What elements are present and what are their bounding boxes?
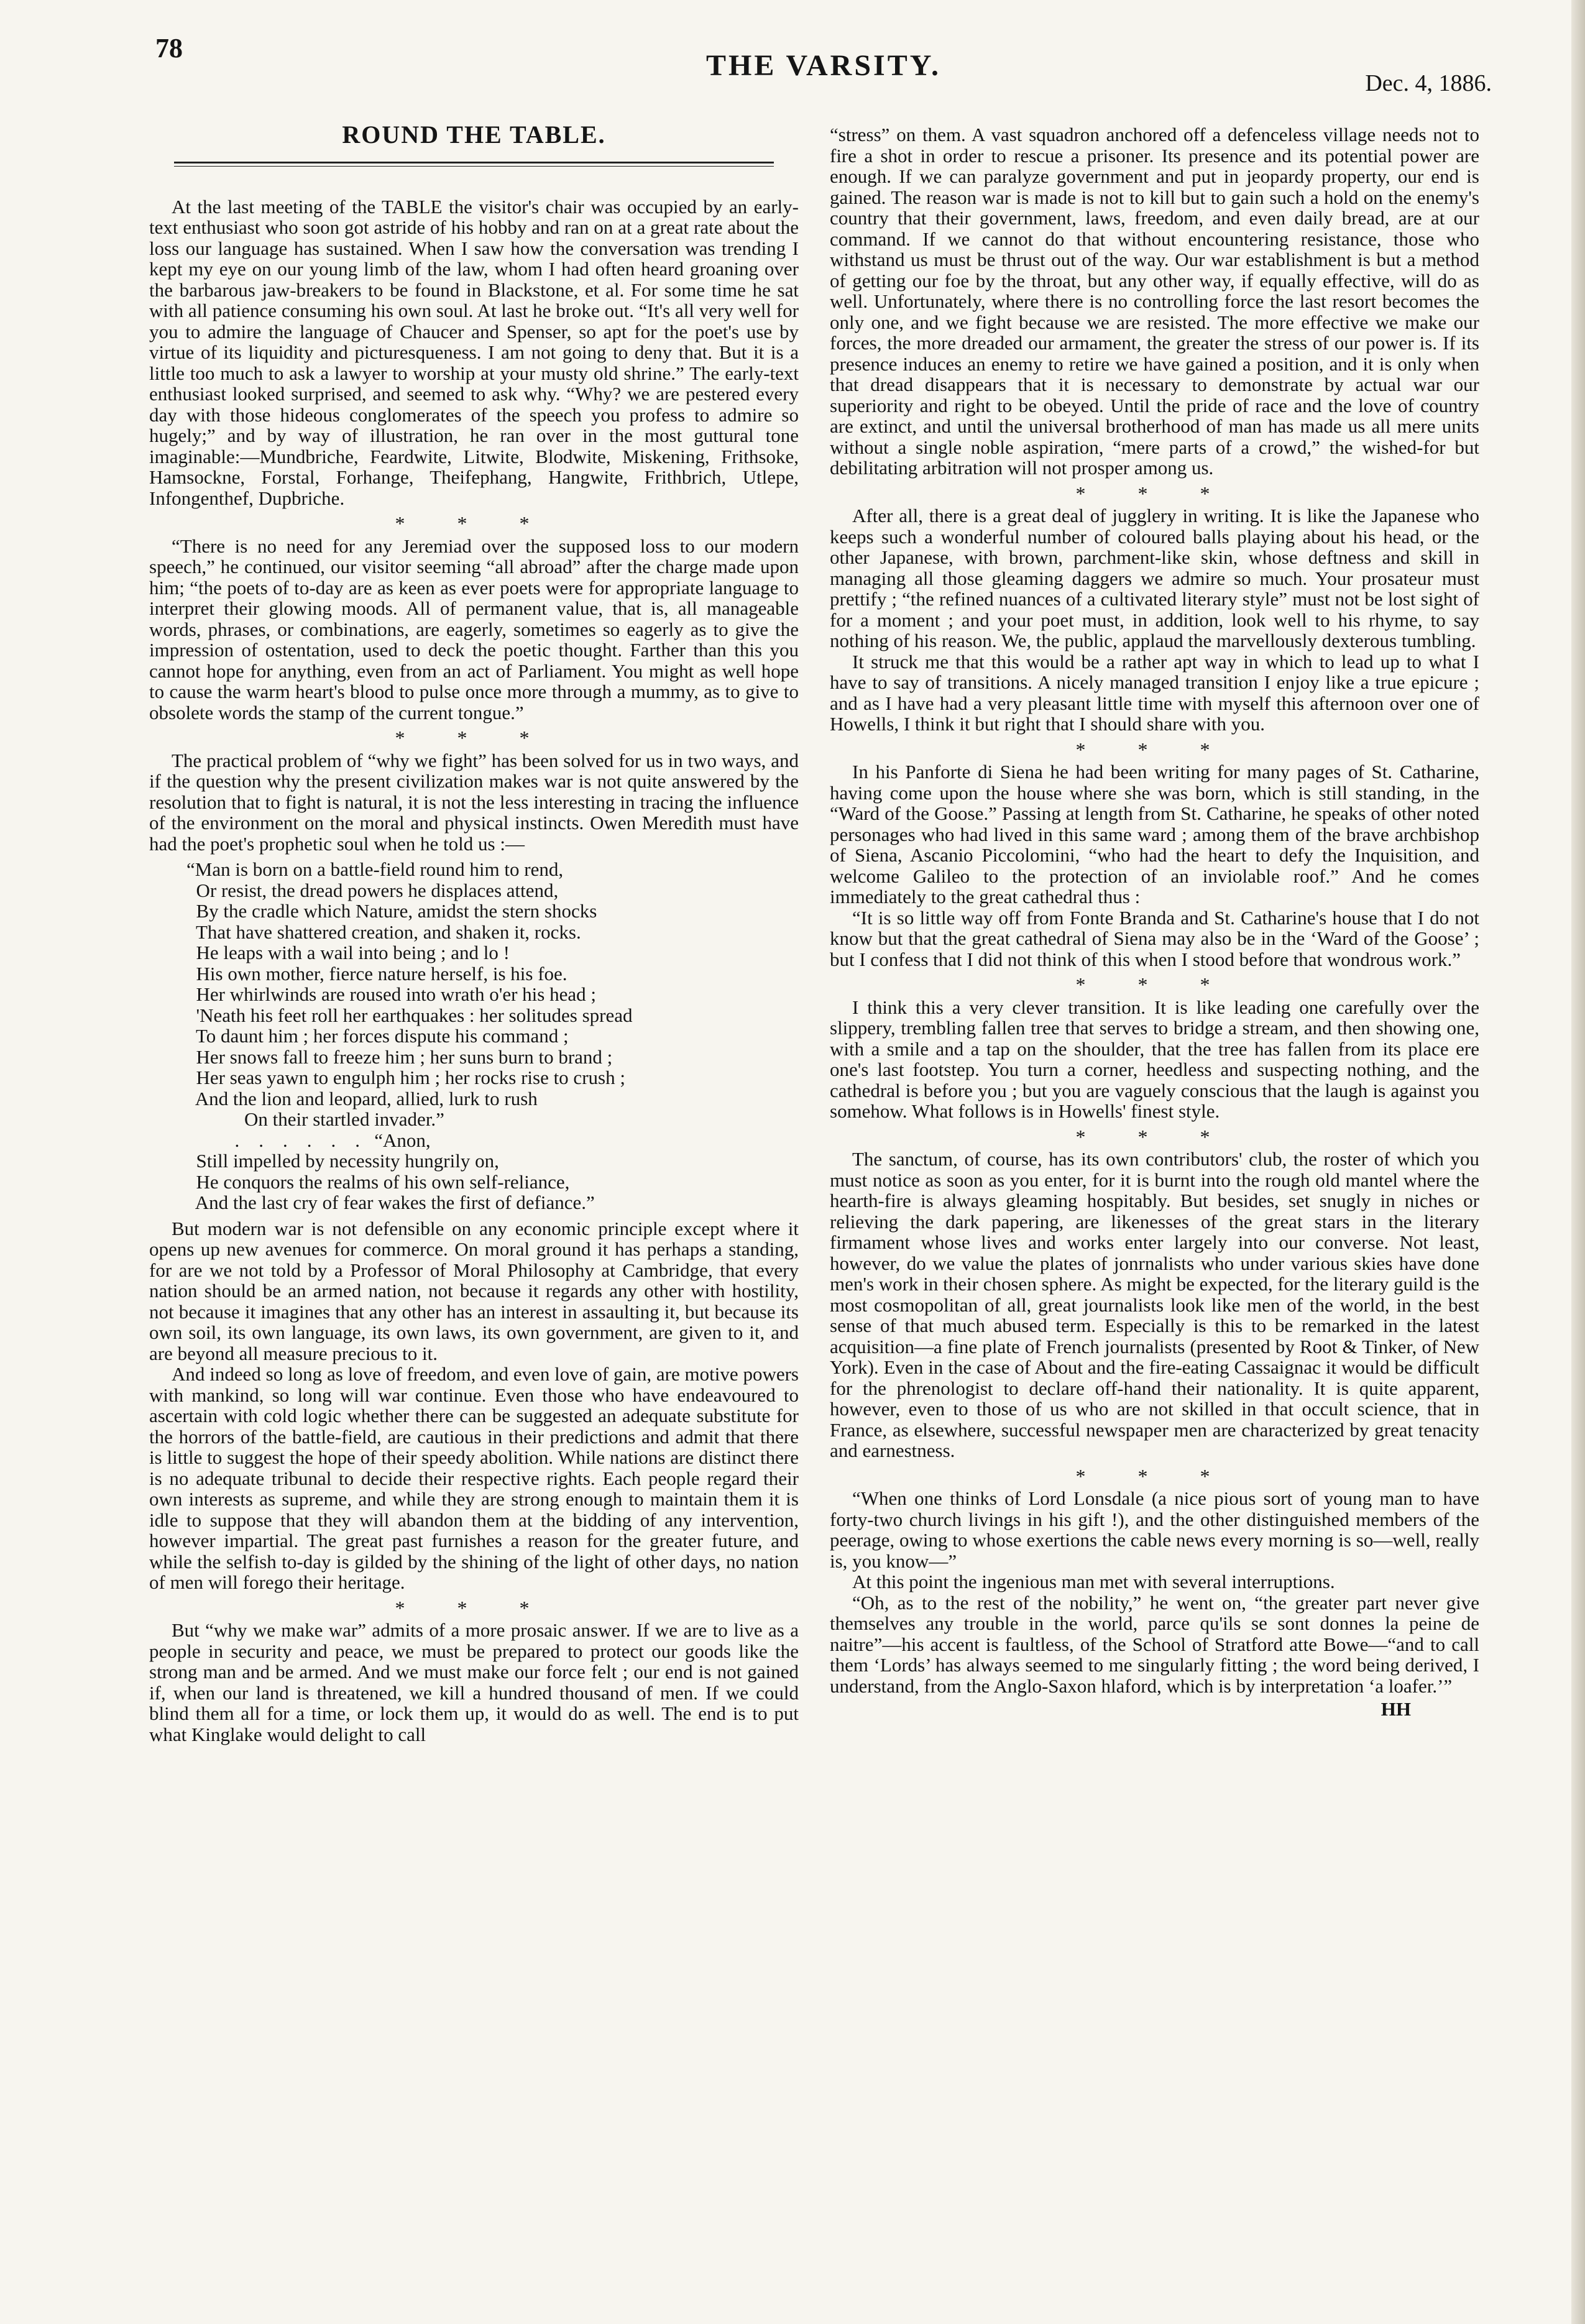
poem-line: That have shattered creation, and shaken it, rocks.: [186, 921, 581, 943]
section-separator: * * *: [1075, 738, 1234, 761]
poem-line: Still impelled by necessity hungrily on,: [186, 1150, 499, 1172]
poem-line: And the lion and leopard, allied, lurk to rush: [186, 1087, 538, 1109]
poem-line: Her snows fall to freeze him ; her suns burn to brand ;: [186, 1045, 613, 1068]
page-header: [155, 25, 1492, 96]
paragraph: After all, there is a great deal of jugglery in writing. It is like the Japanese who keeps such a wonderful number of coloured balls playing about his head, or the other Japanese, with brown, parchment-like skin, whose deftness and skill in managing all those gleaming daggers we admire so much. Your prosateur must prettify ; “the refined nuances of a cultivated literary style” must not be lost sight of for a moment ; and your poet must, in addition, look well to his rhyme, to say nothing of his reason. We, the public, applaud the marvellously dexterous tumbling.: [830, 505, 1479, 651]
section-separator: * * *: [1075, 482, 1234, 505]
article-title: ROUND THE TABLE.: [342, 121, 606, 149]
paragraph: In his Panforte di Siena he had been writing for many pages of St. Catharine, having come upon the house where she was born, which is still standing, in the “Ward of the Goose.” Passing at length from St. Catharine, he speaks of other noted personages who had lived in this same ward ; among them of the brave archbishop of Siena, Ascanio Piccolomini, “who had the heart to defy the Inquisition, and welcome Galileo to the protection of an inviolable roof.” And he comes immediately to the great cathedral thus :: [830, 761, 1479, 907]
section-separator: * * *: [1075, 973, 1234, 996]
section-separator: * * *: [395, 512, 553, 535]
paragraph: The practical problem of “why we fight” has been solved for us in two ways, and if the question why the present civilization makes war is not quite answered by the resolution that to fight is natural, it is not the less interesting in tracing the influence of the environment on the moral and physical instincts. Owen Meredith must have had the poet's prophetic soul when he told us :—: [149, 749, 799, 855]
poem-line: On their startled invader.”: [186, 1108, 444, 1130]
paragraph: “There is no need for any Jeremiad over the supposed loss to our modern speech,” he continued, our visitor seeming “all abroad” after the charge made upon him; “the poets of to-day are as keen as ever poets were for appropriate language to interpret their glowing moods. All of permanent value, that is, all manageable words, phrases, or combinations, are eagerly, sometimes so eagerly as to give the impression of ostentation, used to deck the poetic thought. Farther than this you cannot hope for anything, even from an act of Parliament. You might as well hope to cause the warm heart's blood to pulse once more through a mummy, as to give to obsolete words the stamp of the current tongue.”: [149, 535, 799, 723]
issue-date: Dec. 4, 1886.: [1365, 70, 1492, 96]
author-signature: HH: [1381, 1698, 1411, 1720]
running-title: THE VARSITY.: [706, 49, 941, 82]
paragraph: And indeed so long as love of freedom, and even love of gain, are motive powers with mankind, so long will war continue. Even those who have endeavoured to ascertain with cold logic whether there can be suggested an adequate substitute for the horrors of the battle-field, are cautious in their predictions and admit that there is little to suggest the hope of their speedy abolition. While nations are distinct there is no adequate tribunal to decide their respective rights. Each people regard their own interests as supreme, and while they are strong enough to maintain them it is idle to suppose that they will abandon them at the bidding of any intervention, however impartial. The great past furnishes a reason for the greater future, and while the selfish to-day is gilded by the shining of the light of other days, no nation of men will forego their heritage.: [149, 1363, 799, 1593]
poem-line: Or resist, the dread powers he displaces attend,: [186, 879, 559, 901]
paragraph: “Oh, as to the rest of the nobility,” he went on, “the greater part never give themselves any trouble in the world, parce qu'ils se sont donnes la peine de naitre”—his accent is faultless, of the School of Stratford atte Bowe—“and to call them ‘Lords’ has always seemed to me singularly fitting ; the word being derived, I understand, from the Anglo-Saxon hlaford, which is by interpretation ‘a loafer.’”: [830, 1591, 1479, 1697]
section-separator: * * *: [395, 727, 553, 749]
paragraph: “stress” on them. A vast squadron anchored off a defenceless village needs not to fire a shot in order to rescue a prisoner. Its presence and its potential power are enough. If we can paralyze government and put in jeopardy property, our end is gained. The reason war is made is not to kill but to gain such a hold on the enemy's country that their government, laws, freedom, and even daily bread, are at our command. If we cannot do that without encountering resistance, those who withstand us must be thrust out of the way. Our war establishment is but a method of getting our foe by the throat, but any other way, if equally effective, will do as well. Unfortunately, where there is no controlling force the last resort becomes the only one, and we fight because we are resisted. The more effective we make our forces, the more dreaded our armament, the greater the stress of our power is. If its presence induces an enemy to retire we have gained a position, and it is only when that dread disappears that it is necessary to demonstrate by actual war our superiority and right to be obeyed. Until the pride of race and the love of country are extinct, and until the universal brotherhood of man has made us all mere units without a single noble aspiration, “mere parts of a crowd,” the wished-for but debilitating arbitration will not prosper among us.: [830, 124, 1479, 479]
poem-line: By the cradle which Nature, amidst the stern shocks: [186, 900, 597, 922]
poem-line: He conquors the realms of his own self-reliance,: [186, 1170, 570, 1193]
left-column: [149, 112, 799, 1745]
poem-line: To daunt him ; her forces dispute his command ;: [186, 1025, 569, 1047]
poem-line: “Man is born on a battle-field round him to rend,: [186, 858, 564, 880]
poem-line: Her seas yawn to engulph him ; her rocks rise to crush ;: [186, 1067, 625, 1088]
poem-quotation: [186, 859, 799, 1213]
page-edge-shadow: [1571, 0, 1585, 2324]
section-separator: * * *: [1075, 1464, 1234, 1487]
title-rule: [174, 162, 774, 167]
poem-line: Her whirlwinds are roused into wrath o'er his head ;: [186, 983, 596, 1005]
paragraph: “It is so little way off from Fonte Branda and St. Catharine's house that I do not know but that the great cathedral of Siena may also be in the ‘Ward of the Goose’ ; but I confess that I did not think of this when I stood before that wondrous work.”: [830, 906, 1479, 970]
paragraph: “When one thinks of Lord Lonsdale (a nice pious sort of young man to have forty-two church livings in his gift !), and the other distinguished members of the peerage, owing to whose exertions the cable news every morning is so—well, really is, you know—”: [830, 1487, 1479, 1572]
paragraph: The sanctum, of course, has its own contributors' club, the roster of which you must notice as soon as you enter, for it is burnt into the rough old mantel where the hearth-fire is always gleaming hospitably. But besides, set snugly in niches or relieving the dark papering, are likenesses of the great stars in the literary firmament whose lives and works enter largely into our converse. Not least, however, do we value the plates of jonrnalists who under various skies have done men's work in their chosen sphere. As might be expected, for the literary guild is the most cosmopolitan of all, great journalists look like men of the world, in the best sense of that much abused term. Especially is this to be remarked in the latest acquisition—a fine plate of French journalists (presented by Root & Tinker, of New York). Even in the case of About and the fire-eating Cassaignac it would be difficult for the phrenologist to declare off-hand their nationality. It is quite apparent, however, even to those of us who are not skilled in that occult science, that in France, as elsewhere, successful newspaper men are characterized by great tenacity and earnestness.: [830, 1148, 1479, 1461]
poem-line: He leaps with a wail into being ; and lo !: [186, 942, 510, 963]
paragraph: It struck me that this would be a rather apt way in which to lead up to what I have to say of transitions. A nicely managed transition I enjoy like a true epicure ; and as I have had a very pleasant little time with myself this afternoon over one of Howells, I think it but right that I should share with you.: [830, 650, 1479, 735]
section-separator: * * *: [395, 1596, 553, 1619]
poem-line: And the last cry of fear wakes the first of defiance.”: [186, 1192, 595, 1213]
paragraph: I think this a very clever transition. It is like leading one carefully over the slippery, trembling fallen tree that serves to bridge a stream, and then showing one, with a smile and a tap on the shoulder, that the tree has fallen from its place ere one's last footstep. You turn a corner, heedless and suspecting nothing, and the cathedral is before you ; but you are vaguely conscious that the laugh is against you somehow. What follows is in Howells' finest style.: [830, 996, 1479, 1122]
paragraph: At this point the ingenious man met with several interruptions.: [852, 1571, 1335, 1592]
poem-line: His own mother, fierce nature herself, is his foe.: [186, 962, 567, 985]
section-separator: * * *: [1075, 1125, 1234, 1148]
poem-line: 'Neath his feet roll her earthquakes : her solitudes spread: [186, 1004, 633, 1026]
page-number: 78: [155, 33, 183, 63]
paragraph: But modern war is not defensible on any economic principle except where it opens up new avenues for commerce. On moral ground it has perhaps a standing, for are we not told by a Professor of Moral Philosophy at Cambridge, that every nation should be an armed nation, not because it regards any other with hostility, not because it imagines that any other has an interest in assaulting it, but because its own soil, its own language, its own laws, its own government, are given to it, and are beyond all measure precious to it.: [149, 1217, 799, 1364]
paragraph: But “why we make war” admits of a more prosaic answer. If we are to live as a people in security and peace, we must be prepared to protect our goods like the strong man and be armed. And we must make our force felt ; our end is not gained if, when our land is threatened, we kill a hundred thousand of men. If we could blind them all for a time, or lock them up, it would do as well. The end is to put what Kinglake would delight to call: [149, 1619, 799, 1745]
paragraph: At the last meeting of the TABLE the visitor's chair was occupied by an early-text enthusiast who soon got astride of his hobby and ran on at a great rate about the loss our language has sustained. When I saw how the conversation was trending I kept my eye on our young limb of the law, whom I had often heard groaning over the barbarous jaw-breakers to be found in Blackstone, et al. For some time he sat with all patience consuming his own soul. At last he broke out. “It's all very well for you to admire the language of Chaucer and Spenser, so apt for the poet's use by virtue of its liquidity and picturesqueness. I am not going to deny that. But it is a little too much to ask a lawyer to worship at your musty old shrine.” The early-text enthusiast looked surprised, and seemed to ask why. “Why? we are pestered every day with those hideous conglomerates of the speech you profess to admire so hugely;” and by way of illustration, he ran over in the most guttural tone imaginable:—Mundbriche, Feardwite, Litwite, Blodwite, Miskening, Frithsoke, Hamsockne, Forstal, Forhange, Theifephang, Hangwite, Frithbrich, Utlepe, Infongenthef, Dupbriche.: [149, 195, 799, 509]
poem-line: . . . . . . “Anon,: [186, 1129, 431, 1151]
right-column: [830, 124, 1479, 1720]
